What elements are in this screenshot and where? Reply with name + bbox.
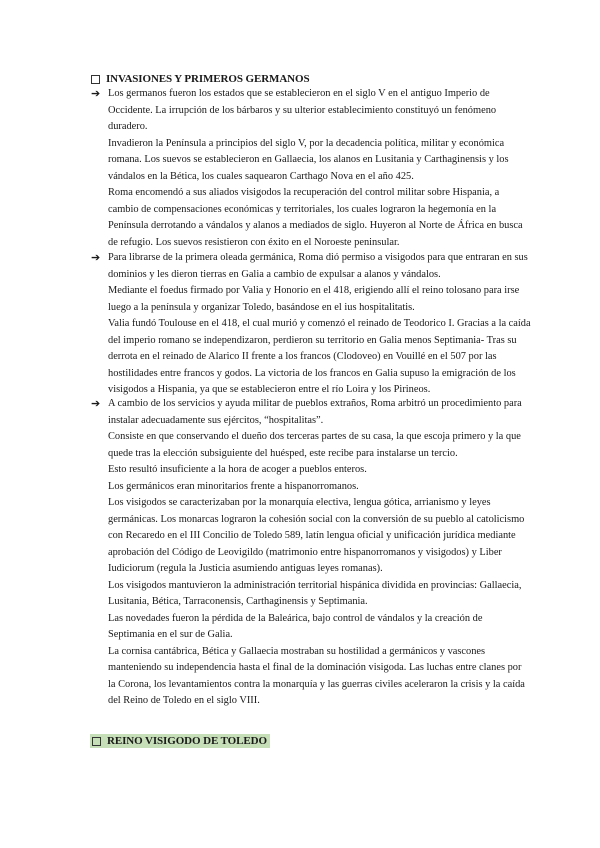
bullet-item: [91, 250, 531, 399]
paragraph: Los visigodos mantuvieron la administración territorial hispánica dividida en provincias: Gallaecia, Lusitania, Bética, Tarraconensis, Carthaginensis y Septimania.: [108, 579, 522, 607]
paragraph: Para librarse de la primera oleada germánica, Roma dió permiso a visigodos para que entraran en sus dominios y les dieron tierras en Galia a cambio de expulsar a alanos y vándalos.: [108, 252, 528, 280]
paragraph: Invadieron la Península a principios del siglo V, por la decadencia política, militar y económica romana. Los suevos se establecieron en Gallaecia, los alanos en Lusitania y Carthaginensis y los vándalos en la Bética, los cuales saquearon Carthago Nova en el año 425.: [108, 137, 509, 182]
paragraph: Los germanos fueron los estados que se establecieron en el siglo V en el antiguo Imperio de Occidente. La irrupción de los bárbaros y su ulterior establecimiento constituyó un fenómeno duradero.: [108, 88, 497, 132]
paragraph: Los visigodos se caracterizaban por la monarquía electiva, lengua gótica, arrianismo y leyes germánicas. Los monarcas lograron la cohesión social con la conversión de su pueblo al catolicismo con Recaredo en el III Concilio de Toledo 589, latín lengua oficial y unificación jurídica mediante aprobación del Código de Leovigildo (matrimonio entre hispanorromanos y visigodos) y Liber Iudiciorum (regula la Justicia asumiendo antiguas leyes romanas).: [108, 497, 525, 574]
bullet-item: [91, 396, 531, 710]
section-title: INVASIONES Y PRIMEROS GERMANOS: [106, 73, 310, 85]
checkbox-icon[interactable]: [91, 75, 100, 84]
arrow-bullet-icon: ➔: [91, 88, 101, 100]
arrow-bullet-icon: ➔: [91, 252, 101, 264]
paragraph: Esto resultó insuficiente a la hora de acoger a pueblos enteros.: [108, 464, 367, 475]
checkbox-icon[interactable]: [92, 737, 101, 746]
paragraph: Los germánicos eran minoritarios frente a hispanorromanos.: [108, 480, 359, 492]
section-heading-invasiones: [91, 73, 310, 85]
paragraph: Valia fundó Toulouse en el 418, el cual murió y comenzó el reinado de Teodorico I. Gracias a la caída del imperio romano se independizaron, perdieron su territorio en Galia menos Septimania- Tras su derrota en el reinado de Alarico II frente a los francos (Clodoveo) en Vouillé en el 507 por las hostilidades entre francos y godos. La victoria de los francos en Galia supuso la emigración de los visigodos a Hispania, ya que se establecieron entre el río Loira y los Pirineos.: [108, 318, 531, 395]
paragraph: Consiste en que conservando el dueño dos terceras partes de su casa, la que escoja primero y la que quede tras la elección subsiguiente del huésped, este recibe para instalarse un tercio.: [108, 431, 521, 459]
paragraph: Mediante el foedus firmado por Valia y Honorio en el 418, erigiendo allí el reino tolosano para irse luego a la península y organizar Toledo, basándose en el ius hospitalitatis.: [108, 285, 520, 313]
paragraph: La cornisa cantábrica, Bética y Gallaecia mostraban su hostilidad a germánicos y vascones manteniendo su independencia hasta el final de la dominación visigoda. Las luchas entre clanes por la Corona, los levantamientos contra la monarquía y las guerras civiles aceleraron la crisis y la caída del Reino de Toledo en el siglo VIII.: [108, 645, 525, 706]
paragraph: Las novedades fueron la pérdida de la Baleárica, bajo control de vándalos y la creación de Septimania en el sur de Galia.: [108, 612, 483, 640]
paragraph: Roma encomendó a sus aliados visigodos la recuperación del control militar sobre Hispania, a cambio de compensaciones económicas y territoriales, los cuales lograron la hegemonía en la Península derrotando a vándalos y alanos a mediados de siglo. Huyeron al Norte de África en busca de refugio. Los suevos resistieron con éxito en el Noroeste peninsular.: [108, 187, 523, 248]
section-title: REINO VISIGODO DE TOLEDO: [107, 735, 267, 747]
paragraph: A cambio de los servicios y ayuda militar de pueblos extraños, Roma arbitró un procedimiento para instalar adecuadamente sus ejércitos, “hospitalitas”.: [108, 398, 522, 426]
arrow-bullet-icon: ➔: [91, 398, 101, 410]
bullet-item: [91, 86, 531, 251]
section-heading-reino-visigodo: [90, 734, 270, 748]
